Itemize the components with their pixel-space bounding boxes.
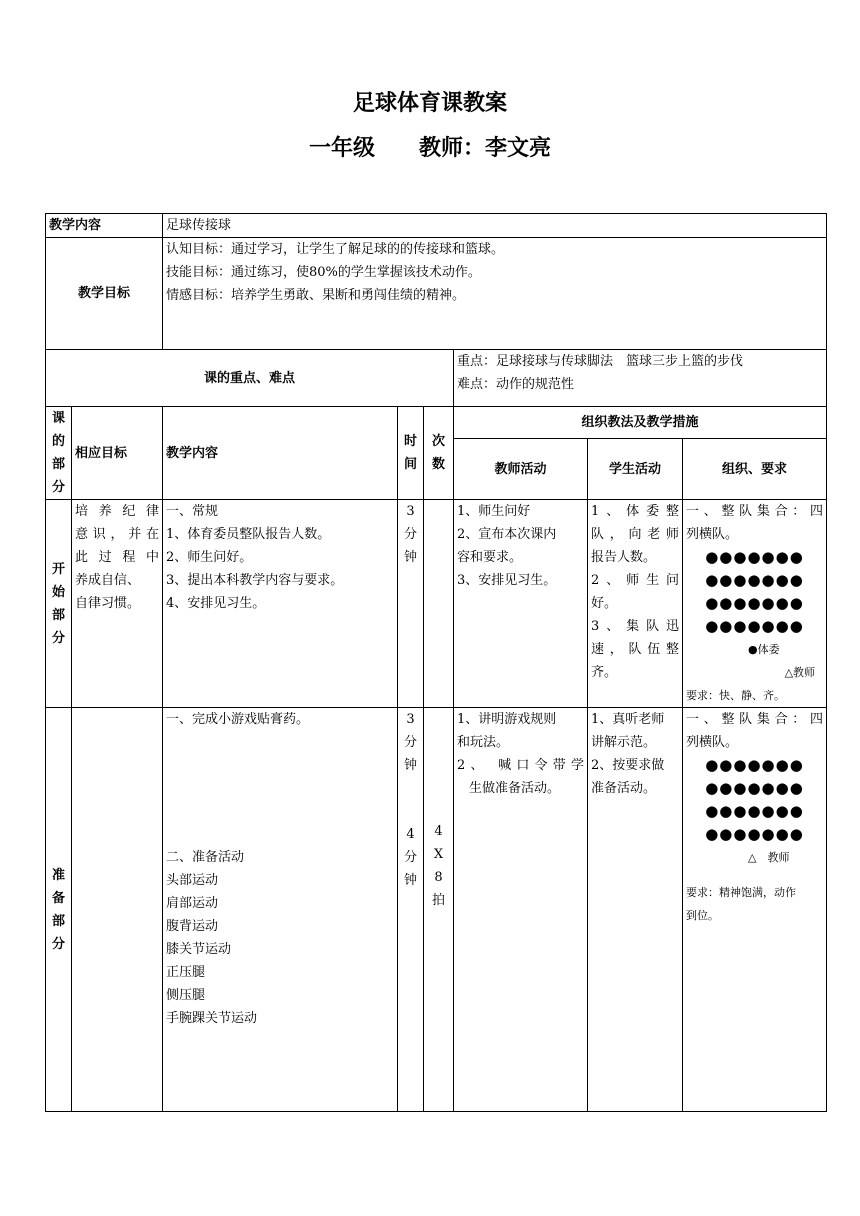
monitor-mark: ●体委: [748, 643, 780, 656]
prep-org: 一、整队集合：四 列横队。 ●●●●●●● ●●●●●●● ●●●●●●● ●●●●●●● △ 教师 要求：精神饱满，动作 到位。: [683, 708, 827, 1112]
col-part: 课 的 部 分: [46, 407, 72, 500]
page-subtitle: [0, 131, 860, 162]
start-content: 一、常规 1、体育委员整队报告人数。 2、师生问好。 3、提出本科教学内容与要求。 4、安排见习生。: [163, 500, 398, 708]
col-content: 教学内容: [163, 407, 398, 500]
prep-content: 一、完成小游戏贴膏药。 二、准备活动 头部运动 肩部运动 腹背运动 膝关节运动 正压腿 侧压腿 手腕踝关节运动: [163, 708, 398, 1112]
formation-dots: ●●●●●●●: [705, 802, 804, 820]
prep-target: [72, 708, 163, 1112]
formation-dots: ●●●●●●●: [705, 617, 804, 635]
key-points-label: 课的重点、难点: [46, 350, 454, 407]
prep-requirement: 要求：精神饱满，动作: [686, 886, 797, 899]
prep-part-label: 准 备 部 分: [46, 708, 72, 1112]
prep-section-row: [46, 708, 827, 1112]
goal-item: 认知目标：通过学习，让学生了解足球的的传接球和篮球。: [166, 242, 505, 257]
prep-student: 1、真听老师 讲解示范。 2、按要求做 准备活动。: [588, 708, 683, 1112]
difficulty-point: 难点：动作的规范性: [457, 377, 575, 392]
formation-dots: ●●●●●●●: [705, 571, 804, 589]
prep-requirement: 到位。: [686, 909, 720, 922]
goals-list: [163, 238, 827, 350]
start-student: 1、体委整 队，向老师 报告人数。 2、师生问 好。 3、集队迅 速，队伍整 齐。: [588, 500, 683, 708]
start-count: [424, 500, 454, 708]
grade-label: 一年级: [308, 135, 375, 161]
formation-dots: ●●●●●●●: [705, 756, 804, 774]
goal-item: 情感目标：培养学生勇敢、果断和勇闯佳绩的精神。: [166, 288, 466, 303]
formation-dots: ●●●●●●●: [705, 594, 804, 612]
start-part-label: 开 始 部 分: [46, 500, 72, 708]
goals-label: 教学目标: [46, 238, 163, 350]
teacher-mark: △ 教师: [748, 851, 790, 864]
start-teacher: 1、师生问好 2、宣布本次课内 容和要求。 3、安排见习生。: [454, 500, 588, 708]
formation-dots: ●●●●●●●: [705, 825, 804, 843]
col-teacher: 教师活动: [454, 439, 588, 500]
prep-teacher: 1、讲明游戏规则 和玩法。 2、 喊口令带学 生做准备活动。: [454, 708, 588, 1112]
key-point: 重点：足球接球与传球脚法 篮球三步上篮的步伐: [457, 354, 744, 369]
content-value: 足球传接球: [163, 214, 827, 238]
formation-dots: ●●●●●●●: [705, 779, 804, 797]
start-target: 培养纪律 意识，并在 此过程中 养成自信、 自律习惯。: [72, 500, 163, 708]
start-org: 一、整队集合：四 列横队。 ●●●●●●● ●●●●●●● ●●●●●●● ●●●●●●● ●体委 △教师 要求：快、静、齐。: [683, 500, 827, 708]
col-method: 组织教法及教学措施: [454, 407, 827, 439]
col-count: 次 数: [424, 407, 454, 500]
teacher-mark: △教师: [784, 666, 816, 679]
col-student: 学生活动: [588, 439, 683, 500]
lesson-plan-table: [45, 213, 827, 1112]
start-time: 3 分 钟: [398, 500, 424, 708]
key-points-row: [46, 350, 827, 407]
column-header-row: [46, 407, 827, 439]
start-section-row: [46, 500, 827, 708]
col-time: 时 间: [398, 407, 424, 500]
col-target: 相应目标: [72, 407, 163, 500]
goals-row: [46, 238, 827, 350]
key-points-value: [454, 350, 827, 407]
page-title: 足球体育课教案: [352, 90, 507, 116]
formation-dots: ●●●●●●●: [705, 548, 804, 566]
content-label: 教学内容: [46, 214, 163, 238]
teacher-label: 教师：李文亮: [419, 135, 552, 161]
content-row: [46, 214, 827, 238]
prep-time: 3 分 钟 4 分 钟: [398, 708, 424, 1112]
start-requirement: 要求：快、静、齐。: [686, 689, 786, 702]
prep-count: 4 X 8 拍: [424, 708, 454, 1112]
col-org: 组织、要求: [683, 439, 827, 500]
goal-item: 技能目标：通过练习，使80%的学生掌握该技术动作。: [166, 265, 481, 280]
